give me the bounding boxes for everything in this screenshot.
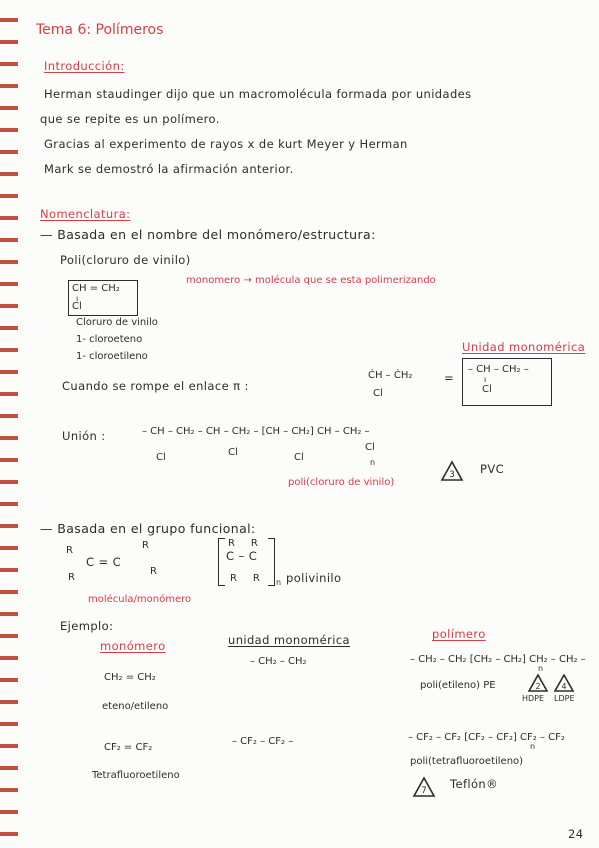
poly-r-bottom: R R: [230, 573, 260, 584]
polivinilo-label: polivinilo: [286, 571, 342, 585]
teflon-label: Teflón®: [450, 777, 499, 791]
poly-core: C – C: [226, 549, 258, 563]
unit-formula-bond: ı: [484, 375, 487, 384]
unit-formula-sub: Cl: [482, 384, 492, 395]
page-title: Tema 6: Polímeros: [36, 22, 164, 38]
ldpe-label: LDPE: [554, 694, 575, 703]
recycle-3-icon: [440, 460, 464, 482]
nomenclatura-heading: Nomenclatura:: [40, 207, 131, 221]
monomer-note: monomero → molécula que se esta polimerizando: [186, 275, 436, 286]
ejemplo-heading: Ejemplo:: [60, 619, 114, 633]
row1-n: n: [538, 664, 544, 673]
monomer-formula-sub: Cl: [72, 301, 82, 312]
row2-monomer: CF₂ = CF₂: [104, 742, 153, 753]
row2-poly: poli(tetrafluoroetileno): [410, 756, 524, 767]
union-n: n: [370, 458, 376, 467]
intro-p1-line2: que se repite es un polímero.: [40, 112, 220, 126]
col-monomero: monómero: [100, 639, 166, 653]
row1-monomer: CH₂ = CH₂: [104, 672, 156, 683]
col-unidad: unidad monomérica: [228, 633, 351, 647]
molecula-monomero-label: molécula/monómero: [88, 594, 192, 605]
poly-n: n: [276, 578, 282, 587]
union-cl-2: Cl: [228, 447, 238, 458]
unidad-heading: Unidad monomérica: [462, 340, 586, 354]
nomenclatura-item1: — Basada en el nombre del monómero/estructura:: [40, 227, 376, 242]
recycle-7-label: 7: [421, 786, 427, 796]
recycle-4-label: 4: [561, 682, 567, 691]
alkene-r-bot-right: R: [150, 566, 157, 577]
intro-p1-line1: Herman staudinger dijo que un macromolécula formada por unidades: [44, 87, 472, 101]
radical-formula: ĊH – ĊH₂: [368, 370, 413, 381]
synonym-1: Cloruro de vinilo: [76, 317, 158, 328]
page-number: 24: [568, 827, 584, 841]
recycle-2-label: 2: [535, 682, 541, 691]
union-label: Unión :: [62, 429, 106, 443]
hdpe-label: HDPE: [522, 694, 545, 703]
intro-p2-line2: Mark se demostró la afirmación anterior.: [44, 162, 294, 176]
poly-bracket-right: [268, 538, 275, 586]
pvc-label: PVC: [480, 462, 505, 476]
row1-name: eteno/etileno: [102, 701, 169, 712]
recycle-7-icon: [412, 776, 436, 798]
recycle-4-icon: [554, 674, 574, 692]
union-chain: – CH – CH₂ – CH – CH₂ – [CH – CH₂] CH – CH₂ –: [142, 426, 370, 437]
synonym-2: 1- cloroeteno: [76, 334, 143, 345]
row1-unit: – CH₂ – CH₂: [250, 656, 307, 667]
pvc-full-name: poli(cloruro de vinilo): [288, 477, 395, 488]
monomer-formula-bond: ı: [76, 294, 79, 303]
synonym-3: 1- cloroetileno: [76, 351, 148, 362]
union-cl-1: Cl: [156, 452, 166, 463]
poly-r-top: R R: [228, 538, 258, 549]
row2-unit: – CF₂ – CF₂ –: [232, 736, 294, 747]
row1-poly: poli(etileno) PE: [420, 680, 496, 691]
poly-bracket-left: [218, 538, 225, 586]
monomer-formula-top: CH = CH₂: [72, 283, 120, 294]
unit-formula-top: – CH – CH₂ –: [468, 364, 529, 375]
alkene-r-bot-left: R: [68, 572, 75, 583]
row2-chain: – CF₂ – CF₂ [CF₂ – CF₂] CF₂ – CF₂: [408, 732, 565, 743]
alkene-r-top-left: R: [66, 545, 73, 556]
recycle-2-icon: [528, 674, 548, 692]
cuando-text: Cuando se rompe el enlace π :: [62, 379, 249, 393]
col-polimero: polímero: [432, 627, 486, 641]
row2-name: Tetrafluoroetileno: [92, 770, 180, 781]
intro-heading: Introducción:: [44, 59, 125, 73]
row2-n: n: [530, 742, 536, 751]
union-cl-3: Cl: [294, 452, 304, 463]
equals-sign: =: [444, 371, 455, 385]
alkene-core: C = C: [86, 555, 122, 569]
alkene-r-top-right: R: [142, 540, 149, 551]
radical-sub: Cl: [373, 388, 383, 399]
recycle-3-label: 3: [449, 470, 455, 480]
pvc-name: Poli(cloruro de vinilo): [60, 253, 191, 267]
nomenclatura-item2: — Basada en el grupo funcional:: [40, 521, 256, 536]
union-cl-4: Cl: [365, 442, 375, 453]
spiral-binding: [0, 0, 18, 848]
row1-chain: – CH₂ – CH₂ [CH₂ – CH₂] CH₂ – CH₂ –: [410, 654, 586, 665]
intro-p2-line1: Gracias al experimento de rayos x de kurt Meyer y Herman: [44, 137, 408, 151]
